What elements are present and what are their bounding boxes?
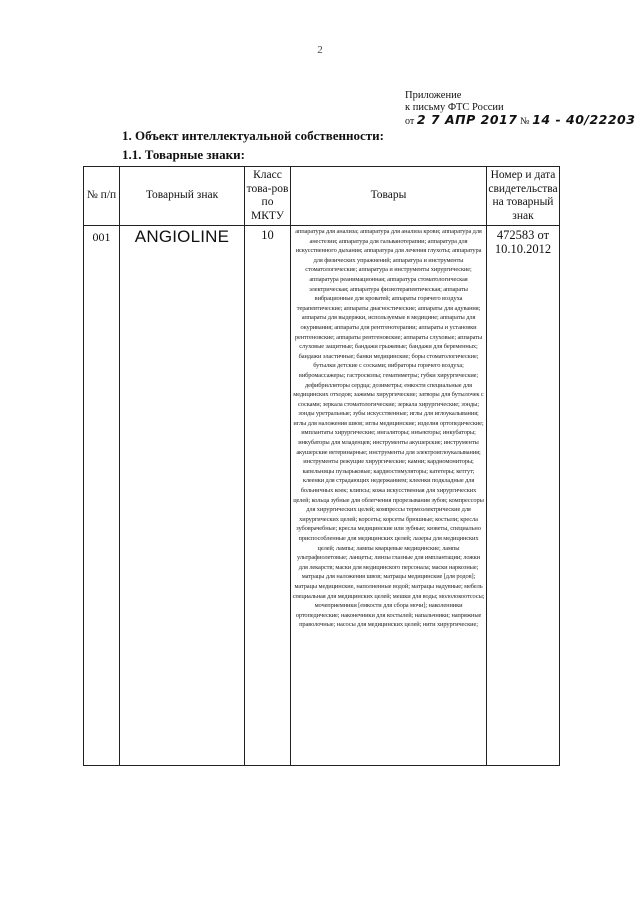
table-header-row (84, 167, 560, 226)
heading (122, 126, 384, 164)
page-number: 2 (317, 44, 323, 56)
appendix-letter-ref: к письму ФТС России (405, 102, 504, 113)
header-class: Класс това-ров по МКТУ (245, 167, 291, 226)
section-heading: 1. Объект интеллектуальной собственности: (122, 128, 384, 143)
row-trademark: ANGIOLINE (120, 226, 245, 766)
appendix-block (405, 90, 635, 128)
header-num: № п/п (84, 167, 120, 226)
appendix-title: Приложение (405, 90, 462, 101)
date-prefix: от (405, 116, 415, 127)
row-num: 001 (84, 226, 120, 766)
header-mark: Товарный знак (120, 167, 245, 226)
handwritten-number: 14 - 40/22203 (532, 112, 636, 127)
row-class: 10 (245, 226, 291, 766)
header-registration: Номер и дата свидетельства на товарный знак (487, 167, 560, 226)
header-goods: Товары (291, 167, 487, 226)
row-goods: аппаратура для анализа; аппаратура для анализа крови; аппаратура для анестезии; аппаратура для гальванотерапии; аппаратура для искусственного дыхания; аппаратура для лечения глухоты; аппаратура для физических упражнений; аппаратура и инструменты стоматологические; аппаратура и инструменты хирургические; аппаратура реанимационная; аппаратура стоматологическая электрическая; аппаратура физиотерапевтическая; аппараты вибрационные для кроватей; аппараты горячего воздуха терапевтические; аппараты диагностические; аппараты для адувания; аппараты для выдержки, используемые в медицине; аппараты для окуривания; аппараты для рентгенотерапии; аппараты и установки рентгеновские; аппараты рентгеновские; аппараты слуховые; аппараты слуховые защитные; бандажи грыжевые; бандажи для беременных; бандажи эластичные; банки медицинские; боры стоматологические; бутылки детские с сосками; вибраторы горячего воздуха; вибромассажеры; гастроскопы; гематиметры; губки хирургические; дефибрилляторы сердца; дозиметры; емкости специальные для медицинских отходов; зажимы хирургические; затворы для бутылочек с сосками; зеркала стоматологические; зеркала хирургические; зонды; зонды уретральные; зубы искусственные; иглы для иглоукалывания; иглы для наложения швов; иглы медицинские; изделия ортопедические; имплантаты хирургические; ингаляторы; инъекторы; инкубаторы; инкубаторы для младенцев; инструменты акушерские; инструменты акушерские ветеринарные; инструменты для электроиглоукалывания; инструменты режущие хирургические; камни; кардиомониторы; капельницы пузырьковые; кардиостимуляторы; катетеры; кетгут; клеенки для страдающих недержанием; клеенки подкладные для больничных коек; клипсы; кожа искусственная для хирургических целей; кольца зубные для облегчения прорезывания зубов; компрессоры для хирургических целей; компрессы термоэлектрические для хирургических целей; корсеты; корсеты брюшные; костыли; кресла зубоврачебные; кресла медицинские или зубные; кюветы, специально приспособленные для медицинских целей; лазеры для медицинских целей; лампы; лампы кварцевые медицинские; лампы ультрафиолетовые; ланцеты; линзы глазные для имплантации; ложки для лекарств; маски для медицинского персонала; маски наркозные; матрацы для наложения швов; матрацы медицинские [для родов]; матрацы медицинские, наполненные водой; матрацы надувные; мебель специальная для медицинских целей; мешки для воды; мололокоотсосы; мочеприемники [емкости для сбора мочи]; наколенники ортопедические; наконечники для костылей; напальчники; напряжные праволочные; насосы для медицинских целей; нити хирургические; (291, 226, 487, 766)
trademarks-table (83, 166, 560, 766)
number-prefix: № (520, 116, 530, 127)
table-row (84, 226, 560, 766)
appendix-date-line (405, 114, 635, 128)
subsection-heading: 1.1. Товарные знаки: (122, 147, 245, 162)
handwritten-date: 2 7 АПР 2017 (416, 112, 518, 127)
row-registration: 472583 от 10.10.2012 (487, 226, 560, 766)
